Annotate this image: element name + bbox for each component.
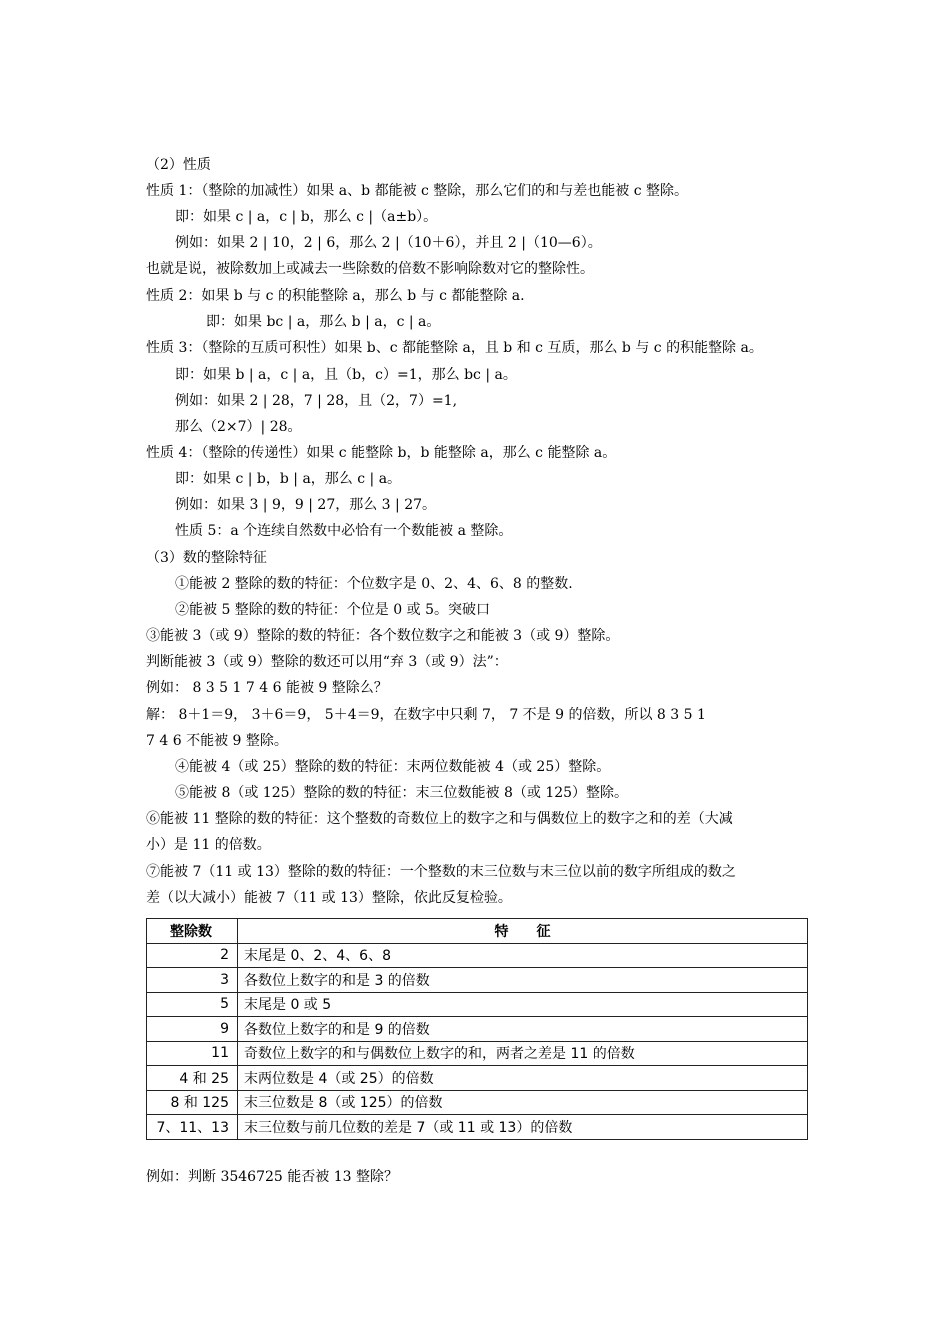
rule-5: ②能被 5 整除的数的特征：个位是 0 或 5。突破口 <box>175 602 490 618</box>
table-row <box>147 1066 808 1091</box>
table-header-feature: 特 征 <box>238 919 808 944</box>
rule-4-25: ④能被 4（或 25）整除的数的特征：末两位数能被 4（或 25）整除。 <box>175 759 611 775</box>
table-cell-feature: 末尾是 0、2、4、6、8 <box>238 943 808 968</box>
rule-7-11-13-cont: 差（以大减小）能被 7（11 或 13）整除，依此反复检验。 <box>146 890 512 906</box>
table-row <box>147 943 808 968</box>
property-3: 性质 3：（整除的互质可积性）如果 b、c 都能整除 a，且 b 和 c 互质，那么 b 与 c 的积能整除 a。 <box>146 340 763 356</box>
table-cell-divisor: 8 和 125 <box>147 1090 238 1115</box>
solution-line-1: 解： 8＋1＝9， 3＋6＝9， 5＋4＝9，在数字中只剩 7， 7 不是 9 的倍数，所以 8 3 5 1 <box>146 707 706 723</box>
property-3-example-result: 那么（2×7）| 28。 <box>175 419 302 435</box>
property-4-formula: 即：如果 c | b，b | a，那么 c | a。 <box>175 471 402 487</box>
property-1-example: 例如：如果 2 | 10，2 | 6，那么 2 |（10＋6），并且 2 |（10—6）。 <box>175 235 602 251</box>
property-1: 性质 1：（整除的加减性）如果 a、b 都能被 c 整除，那么它们的和与差也能被 c 整除。 <box>146 183 689 199</box>
example-3546725: 例如：判断 3546725 能否被 13 整除？ <box>146 1169 398 1185</box>
property-5: 性质 5：a 个连续自然数中必恰有一个数能被 a 整除。 <box>175 523 513 539</box>
property-2: 性质 2：如果 b 与 c 的积能整除 a，那么 b 与 c 都能整除 a. <box>146 288 525 304</box>
section-heading-divisibility: （3）数的整除特征 <box>146 550 267 566</box>
table-cell-feature: 末两位数是 4（或 25）的倍数 <box>238 1066 808 1091</box>
table-cell-feature: 各数位上数字的和是 9 的倍数 <box>238 1017 808 1042</box>
property-1-formula: 即：如果 c | a，c | b，那么 c |（a±b）。 <box>175 209 438 225</box>
rule-2: ①能被 2 整除的数的特征：个位数字是 0、2、4、6、8 的整数. <box>175 576 573 592</box>
table-row <box>147 968 808 993</box>
table-cell-divisor: 9 <box>147 1017 238 1042</box>
rule-3-9-method: 判断能被 3（或 9）整除的数还可以用“弃 3（或 9）法”： <box>146 654 508 670</box>
table-cell-divisor: 7、11、13 <box>147 1115 238 1140</box>
table-cell-divisor: 4 和 25 <box>147 1066 238 1091</box>
solution-line-2: 7 4 6 不能被 9 整除。 <box>146 733 288 749</box>
table-cell-feature: 末三位数是 8（或 125）的倍数 <box>238 1090 808 1115</box>
table-row <box>147 1115 808 1140</box>
property-3-example: 例如：如果 2 | 28，7 | 28，且（2，7）=1, <box>175 393 458 409</box>
table-cell-divisor: 5 <box>147 992 238 1017</box>
rule-3-9: ③能被 3（或 9）整除的数的特征：各个数位数字之和能被 3（或 9）整除。 <box>146 628 620 644</box>
table-row <box>147 992 808 1017</box>
rule-11: ⑥能被 11 整除的数的特征：这个整数的奇数位上的数字之和与偶数位上的数字之和的差（大减 <box>146 811 733 827</box>
property-3-formula: 即：如果 b | a，c | a，且（b，c）=1，那么 bc | a。 <box>175 367 517 383</box>
table-cell-feature: 末三位数与前几位数的差是 7（或 11 或 13）的倍数 <box>238 1115 808 1140</box>
property-1-explanation: 也就是说，被除数加上或减去一些除数的倍数不影响除数对它的整除性。 <box>146 261 594 277</box>
table-cell-divisor: 2 <box>147 943 238 968</box>
table-cell-divisor: 11 <box>147 1041 238 1066</box>
property-2-formula: 即：如果 bc | a，那么 b | a，c | a。 <box>206 314 441 330</box>
table-row <box>147 1017 808 1042</box>
rule-7-11-13: ⑦能被 7（11 或 13）整除的数的特征：一个整数的末三位数与末三位以前的数字所组成的数之 <box>146 864 736 880</box>
table-cell-feature: 奇数位上数字的和与偶数位上数字的和，两者之差是 11 的倍数 <box>238 1041 808 1066</box>
example-835: 例如： 8 3 5 1 7 4 6 能被 9 整除么？ <box>146 680 388 696</box>
rule-8-125: ⑤能被 8（或 125）整除的数的特征：末三位数能被 8（或 125）整除。 <box>175 785 629 801</box>
table-header-divisor: 整除数 <box>147 919 238 944</box>
rule-11-cont: 小）是 11 的倍数。 <box>146 837 271 853</box>
table-cell-feature: 各数位上数字的和是 3 的倍数 <box>238 968 808 993</box>
property-4: 性质 4：（整除的传递性）如果 c 能整除 b，b 能整除 a，那么 c 能整除 a。 <box>146 445 617 461</box>
table-header-row <box>147 919 808 944</box>
table-row <box>147 1090 808 1115</box>
table-row <box>147 1041 808 1066</box>
divisibility-table <box>146 918 808 1140</box>
section-heading-properties: （2）性质 <box>146 157 211 173</box>
property-4-example: 例如：如果 3 | 9，9 | 27，那么 3 | 27。 <box>175 497 437 513</box>
table-cell-divisor: 3 <box>147 968 238 993</box>
table-cell-feature: 末尾是 0 或 5 <box>238 992 808 1017</box>
